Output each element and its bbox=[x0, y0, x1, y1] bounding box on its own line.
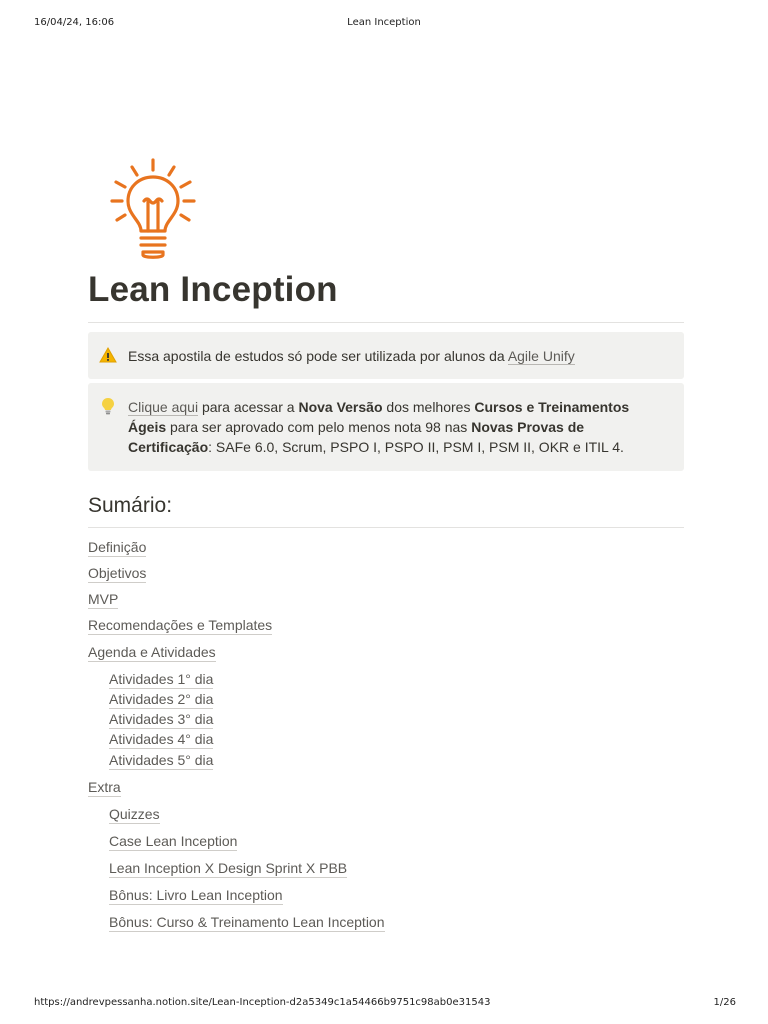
print-page-number: 1/26 bbox=[713, 997, 736, 1008]
callout-text: : SAFe 6.0, Scrum, PSPO I, PSPO II, PSM I, PSM II, OKR e ITIL 4. bbox=[208, 439, 624, 455]
toc-definicao[interactable]: Definição bbox=[88, 539, 147, 555]
toc-bonus-livro[interactable]: Bônus: Livro Lean Inception bbox=[109, 887, 283, 903]
tip-callout bbox=[88, 383, 684, 471]
agile-unify-link[interactable]: Agile Unify bbox=[507, 348, 575, 364]
toc-quizzes[interactable]: Quizzes bbox=[109, 806, 160, 822]
warning-callout-text bbox=[128, 346, 670, 366]
lightbulb-icon bbox=[98, 396, 118, 416]
callout-bold-text: Nova Versão bbox=[298, 399, 383, 415]
print-datetime: 16/04/24, 16:06 bbox=[34, 17, 115, 28]
warning-icon bbox=[98, 345, 118, 365]
toc-comparison[interactable]: Lean Inception X Design Sprint X PBB bbox=[109, 860, 348, 876]
clique-aqui-link[interactable]: Clique aqui bbox=[128, 399, 199, 415]
toc-extra[interactable]: Extra bbox=[88, 779, 121, 795]
toc-mvp[interactable]: MVP bbox=[88, 591, 119, 607]
callout-bold-text: Cursos e Treinamentos Ágeis bbox=[128, 399, 630, 435]
summary-divider bbox=[88, 527, 684, 528]
callout-bold-text: Novas Provas de Certificação bbox=[128, 419, 585, 455]
tip-callout-text bbox=[128, 397, 670, 457]
title-divider bbox=[88, 322, 684, 323]
callout-text: dos melhores bbox=[382, 399, 475, 415]
toc-agenda[interactable]: Agenda e Atividades bbox=[88, 644, 216, 660]
toc-recomendacoes[interactable]: Recomendações e Templates bbox=[88, 617, 273, 633]
toc-bonus-curso[interactable]: Bônus: Curso & Treinamento Lean Inception bbox=[109, 914, 385, 930]
page-title: Lean Inception bbox=[88, 270, 338, 309]
lightbulb-icon bbox=[108, 157, 198, 261]
toc-atividades-2[interactable]: Atividades 2° dia bbox=[109, 691, 214, 707]
callout-text: Essa apostila de estudos só pode ser utilizada por alunos da bbox=[128, 348, 508, 364]
toc-atividades-5[interactable]: Atividades 5° dia bbox=[109, 752, 214, 768]
print-title: Lean Inception bbox=[347, 17, 421, 28]
callout-text: para acessar a bbox=[198, 399, 299, 415]
toc-atividades-4[interactable]: Atividades 4° dia bbox=[109, 731, 214, 747]
toc-objetivos[interactable]: Objetivos bbox=[88, 565, 147, 581]
callout-text: para ser aprovado com pelo menos nota 98 nas bbox=[166, 419, 472, 435]
warning-callout bbox=[88, 332, 684, 379]
print-url: https://andrevpessanha.notion.site/Lean-Inception-d2a5349c1a54466b9751c98ab0e31543 bbox=[34, 997, 491, 1008]
toc-case[interactable]: Case Lean Inception bbox=[109, 833, 238, 849]
toc-atividades-3[interactable]: Atividades 3° dia bbox=[109, 711, 214, 727]
toc-atividades-1[interactable]: Atividades 1° dia bbox=[109, 671, 214, 687]
summary-heading: Sumário: bbox=[88, 494, 173, 517]
